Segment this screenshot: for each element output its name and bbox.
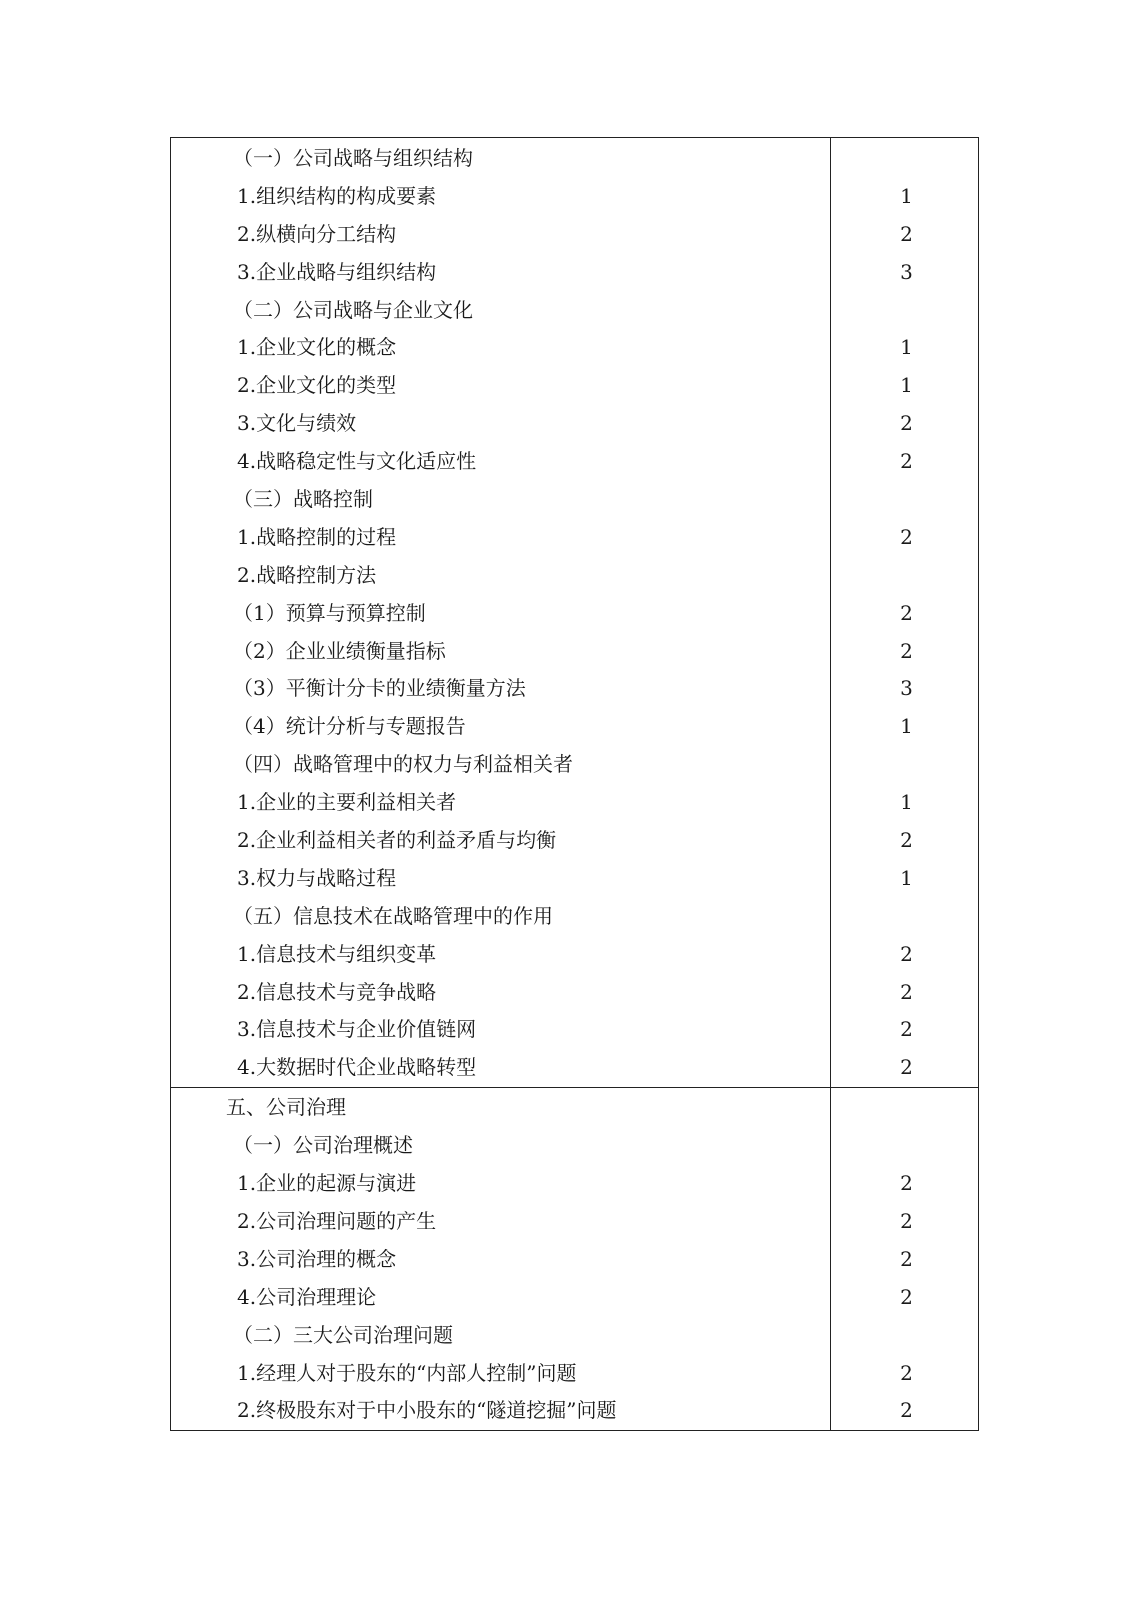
level-value: 1 (900, 865, 913, 890)
level-value (831, 140, 978, 178)
topic-line: （二）三大公司治理问题 (233, 1322, 453, 1347)
topic-line: 3.文化与绩效 (237, 411, 357, 436)
topic-line: （2）企业业绩衡量指标 (233, 638, 446, 663)
level-value (831, 481, 978, 519)
topic-line: 3.信息技术与企业价值链网 (237, 1017, 477, 1042)
topic-line: 2.信息技术与竞争战略 (237, 979, 437, 1004)
level-value: 2 (900, 1171, 913, 1196)
syllabus-table (170, 137, 979, 1431)
content-cell (171, 1088, 831, 1431)
level-value: 2 (900, 1398, 913, 1423)
topic-line: 1.企业的主要利益相关者 (237, 790, 457, 815)
topic-line: （3）平衡计分卡的业绩衡量方法 (233, 676, 526, 701)
level-value: 2 (900, 638, 913, 663)
topic-line: 4.公司治理理论 (237, 1284, 377, 1309)
level-value: 2 (900, 411, 913, 436)
topic-line: 1.信息技术与组织变革 (237, 941, 437, 966)
level-cell (831, 138, 979, 1088)
level-value (831, 1317, 978, 1355)
level-value: 2 (900, 524, 913, 549)
level-value: 2 (900, 1055, 913, 1080)
topic-line: （四）战略管理中的权力与利益相关者 (233, 752, 573, 777)
level-value: 1 (900, 335, 913, 360)
content-cell (171, 138, 831, 1088)
topic-line: 3.公司治理的概念 (237, 1246, 397, 1271)
topic-line: （4）统计分析与专题报告 (233, 714, 466, 739)
level-value (831, 557, 978, 595)
level-value: 2 (900, 979, 913, 1004)
topic-line: 1.战略控制的过程 (237, 524, 397, 549)
topic-line: 4.大数据时代企业战略转型 (237, 1055, 477, 1080)
level-value: 3 (900, 259, 913, 284)
topic-line: 1.组织结构的构成要素 (237, 183, 437, 208)
topic-line: 2.战略控制方法 (237, 562, 377, 587)
topic-line: 2.纵横向分工结构 (237, 221, 397, 246)
topic-line: （一）公司治理概述 (233, 1133, 413, 1158)
topic-line: 2.企业利益相关者的利益矛盾与均衡 (237, 828, 557, 853)
level-value: 1 (900, 183, 913, 208)
topic-line: 2.终极股东对于中小股东的“隧道挖掘”问题 (237, 1398, 617, 1423)
level-value: 2 (900, 449, 913, 474)
level-value: 2 (900, 221, 913, 246)
topic-line: 3.权力与战略过程 (237, 865, 397, 890)
topic-line: 1.企业的起源与演进 (237, 1171, 417, 1196)
level-value: 2 (900, 1017, 913, 1042)
topic-line: 1.企业文化的概念 (237, 335, 397, 360)
topic-line: 五、公司治理 (226, 1095, 346, 1120)
level-value (831, 292, 978, 330)
level-value: 1 (900, 373, 913, 398)
topic-line: （1）预算与预算控制 (233, 600, 426, 625)
level-value: 2 (900, 1284, 913, 1309)
level-value (831, 746, 978, 784)
level-value: 2 (900, 828, 913, 853)
level-value: 2 (900, 600, 913, 625)
topic-line: 3.企业战略与组织结构 (237, 259, 437, 284)
section-row (171, 1088, 979, 1431)
level-value: 3 (900, 676, 913, 701)
level-value: 2 (900, 1208, 913, 1233)
topic-line: 1.经理人对于股东的“内部人控制”问题 (237, 1360, 577, 1385)
topic-line: 4.战略稳定性与文化适应性 (237, 449, 477, 474)
level-value: 2 (900, 1246, 913, 1271)
topic-line: （三）战略控制 (233, 487, 373, 512)
level-value: 1 (900, 790, 913, 815)
syllabus-table-body (171, 138, 979, 1431)
level-value: 2 (900, 941, 913, 966)
level-value: 1 (900, 714, 913, 739)
level-value: 2 (900, 1360, 913, 1385)
level-value (831, 898, 978, 936)
level-cell (831, 1088, 979, 1431)
section-row (171, 138, 979, 1088)
topic-line: （二）公司战略与企业文化 (233, 297, 473, 322)
topic-line: （一）公司战略与组织结构 (233, 146, 473, 170)
topic-line: 2.公司治理问题的产生 (237, 1208, 437, 1233)
level-value (831, 1089, 978, 1127)
topic-line: （五）信息技术在战略管理中的作用 (233, 903, 553, 928)
topic-line: 2.企业文化的类型 (237, 373, 397, 398)
level-value (831, 1127, 978, 1165)
